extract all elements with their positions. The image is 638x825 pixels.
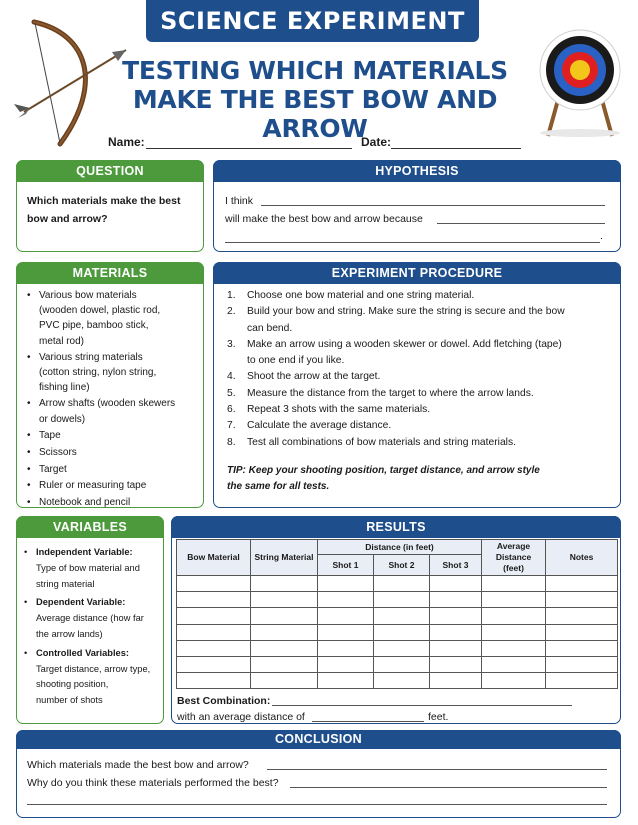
hypothesis-blank-1[interactable] [261, 205, 605, 206]
list-item: • Notebook and pencil [25, 495, 203, 510]
average-distance-label: with an average distance of [177, 711, 305, 723]
conclusion-blank-1[interactable] [267, 769, 607, 770]
hypothesis-blank-3[interactable] [225, 242, 600, 243]
materials-card [16, 262, 204, 508]
hypothesis-blank-2[interactable] [437, 223, 605, 224]
question-line-1: Which materials make the best [27, 195, 181, 207]
list-item: • Ruler or measuring tape [25, 478, 203, 493]
procedure-step: 4. Shoot the arrow at the target. [227, 371, 381, 383]
table-row[interactable] [177, 592, 618, 608]
materials-heading: MATERIALS [16, 262, 204, 284]
procedure-card [213, 262, 621, 508]
table-row[interactable] [177, 608, 618, 624]
col-shot-1: Shot 1 [318, 555, 374, 576]
conclusion-card [16, 730, 621, 818]
feet-label: feet. [428, 711, 449, 723]
col-notes: Notes [546, 540, 618, 576]
list-item: • Dependent Variable: Average distance (how far the arrow lands) [22, 595, 164, 642]
table-row[interactable] [177, 624, 618, 640]
results-card [171, 516, 621, 724]
list-item: • Controlled Variables: Target distance, arrow type, shooting position, number of shots [22, 646, 164, 709]
col-distance: Distance (in feet) [318, 540, 482, 555]
procedure-step: 8. Test all combinations of bow materials and string materials. [227, 436, 516, 448]
list-item: • Various bow materials (wooden dowel, plastic rod, PVC pipe, bamboo stick, metal rod) [25, 288, 203, 349]
conclusion-heading: CONCLUSION [16, 730, 621, 749]
procedure-step: 7. Calculate the average distance. [227, 420, 392, 432]
list-item: • Target [25, 462, 203, 477]
archery-target-icon [530, 20, 630, 140]
col-bow-material: Bow Material [177, 540, 251, 576]
variables-list [22, 545, 164, 709]
col-shot-3: Shot 3 [430, 555, 482, 576]
col-average-distance: Average Distance (feet) [482, 540, 546, 576]
hypothesis-heading: HYPOTHESIS [213, 160, 621, 182]
best-combination-blank[interactable] [272, 705, 572, 706]
conclusion-question-2: Why do you think these materials performed the best? [27, 777, 279, 789]
list-item: • Arrow shafts (wooden skewers or dowels) [25, 396, 203, 426]
conclusion-question-1: Which materials made the best bow and arrow? [27, 759, 249, 771]
name-input-line[interactable] [146, 148, 352, 149]
title-line-2: MAKE THE BEST BOW AND ARROW [132, 85, 498, 143]
col-string-material: String Material [251, 540, 318, 576]
results-table [176, 539, 618, 689]
materials-list [25, 288, 203, 510]
average-distance-blank[interactable] [312, 721, 424, 722]
procedure-step: 1. Choose one bow material and one string material. [227, 290, 475, 301]
hypothesis-line-2-label: will make the best bow and arrow because [225, 213, 423, 225]
procedure-tip: TIP: Keep your shooting position, target distance, and arrow style the same for all tests. [227, 465, 540, 492]
procedure-heading: EXPERIMENT PROCEDURE [213, 262, 621, 284]
list-item: • Scissors [25, 445, 203, 460]
title-line-1: TESTING WHICH MATERIALS [122, 56, 508, 85]
hypothesis-line-1-label: I think [225, 195, 254, 207]
banner: SCIENCE EXPERIMENT [146, 0, 479, 42]
procedure-step: 2. Build your bow and string. Make sure the string is secure and the bow can bend. [227, 306, 565, 334]
name-label: Name: [108, 135, 145, 149]
col-shot-2: Shot 2 [374, 555, 430, 576]
conclusion-blank-2[interactable] [290, 787, 607, 788]
table-row[interactable] [177, 673, 618, 689]
procedure-step: 3. Make an arrow using a wooden skewer or dowel. Add fletching (tape) to one end if you like. [227, 338, 562, 367]
question-heading: QUESTION [16, 160, 204, 182]
table-row[interactable] [177, 576, 618, 592]
date-input-line[interactable] [391, 148, 521, 149]
hypothesis-period: . [600, 230, 603, 242]
variables-heading: VARIABLES [16, 516, 164, 538]
procedure-steps [227, 288, 617, 451]
conclusion-blank-3[interactable] [27, 804, 607, 805]
procedure-step: 6. Repeat 3 shots with the same materials. [227, 404, 431, 416]
best-combination-label: Best Combination: [177, 695, 271, 707]
table-row[interactable] [177, 656, 618, 672]
hypothesis-card [213, 160, 621, 252]
results-heading: RESULTS [171, 516, 621, 538]
list-item: • Tape [25, 428, 203, 443]
list-item: • Various string materials (cotton string, nylon string, fishing line) [25, 350, 203, 396]
question-line-2: bow and arrow? [27, 213, 108, 225]
procedure-step: 5. Measure the distance from the target to where the arrow lands. [227, 387, 534, 399]
question-card [16, 160, 204, 252]
list-item: • Independent Variable: Type of bow material and string material [22, 545, 164, 592]
table-row[interactable] [177, 640, 618, 656]
variables-card [16, 516, 164, 724]
date-label: Date: [361, 135, 392, 149]
page-title [90, 56, 540, 143]
